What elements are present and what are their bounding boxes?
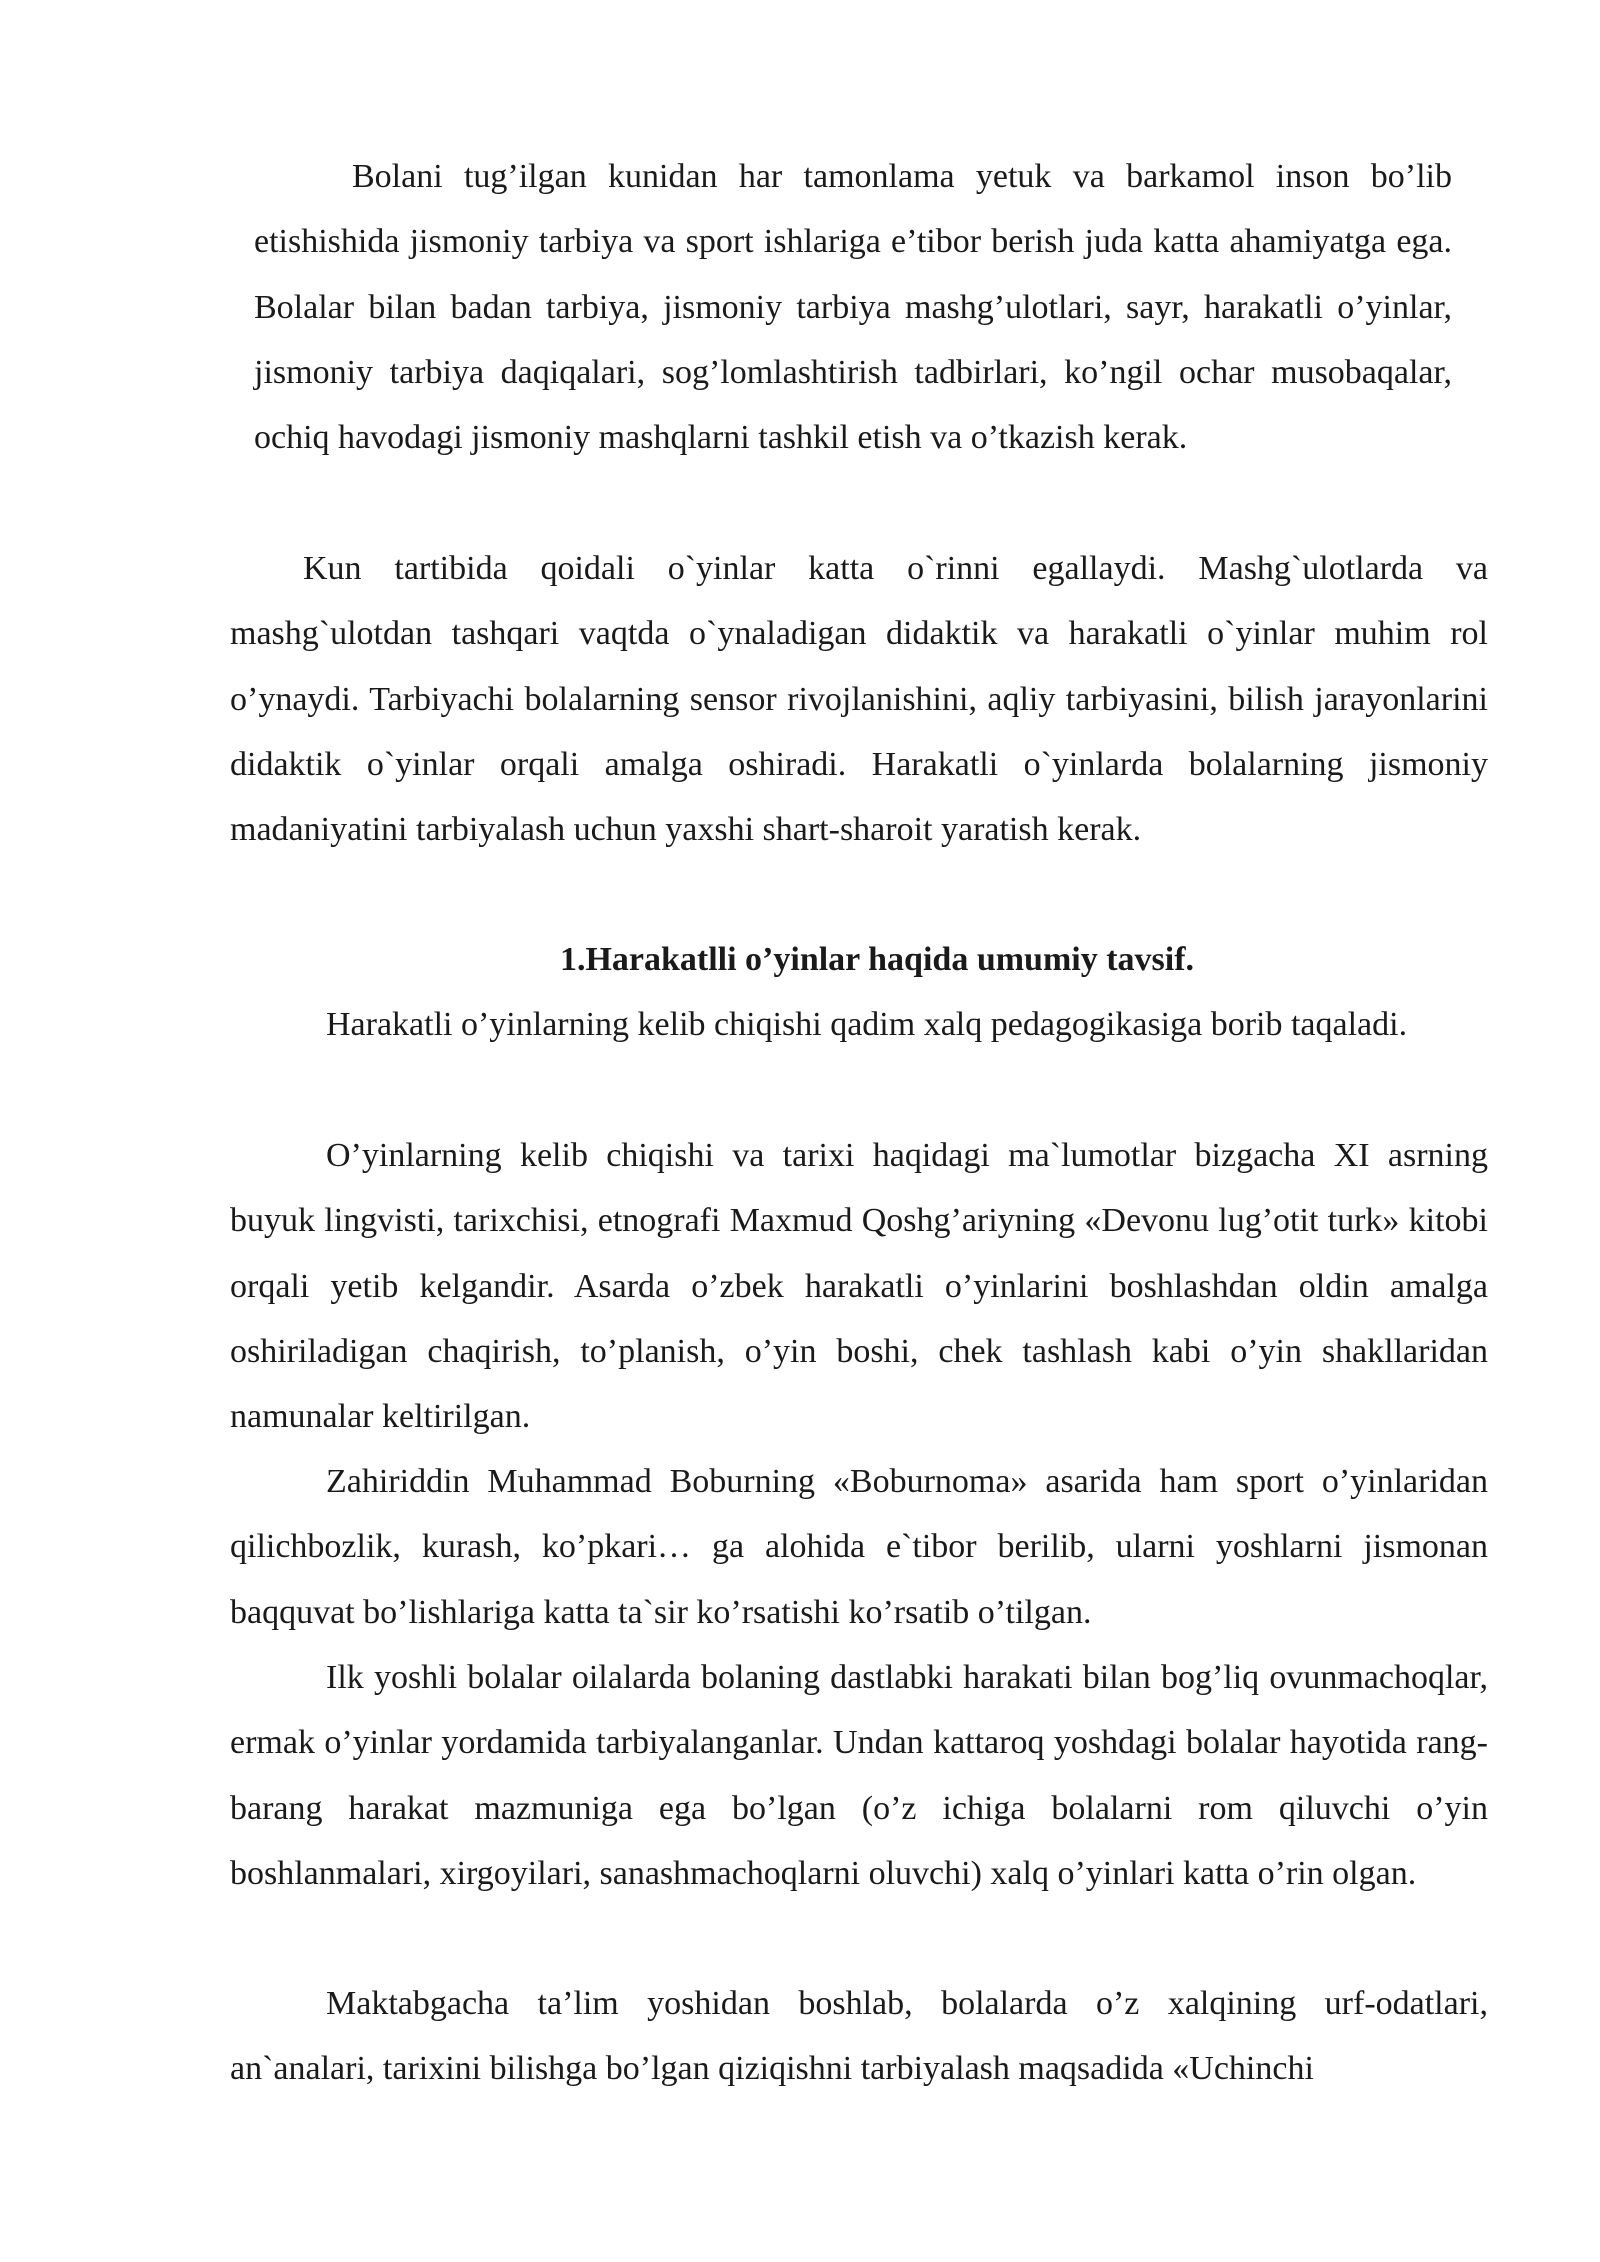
daily-routine-paragraph: Kun tartibida qoidali o`yinlar katta o`rinni egallaydi. Mashg`ulotlarda va mashg`ulotdan tashqari vaqtda o`ynaladigan didaktik va harakatli o`yinlar muhim rol o’ynaydi. Tarbiyachi bolalarning sensor rivojlanishini, aqliy tarbiyasini, bilish jarayonlarini didaktik o`yinlar orqali amalga oshiradi. Harakatli o`yinlarda bolalarning jismoniy madaniyatini tarbiyalash uchun yaxshi shart-sharoit yaratish kerak. xyxy=(230,550,1488,849)
body-paragraph-origin: Harakatli o’yinlarning kelib chiqishi qadim xalq pedagogikasiga borib taqaladi. xyxy=(326,1006,1408,1043)
section-heading: 1.Harakatlli o’yinlar haqida umumiy tavsif. xyxy=(559,941,1195,978)
intro-paragraph: Bolani tug’ilgan kunidan har tamonlama yetuk va barkamol inson bo’lib etishishida jismoniy tarbiya va sport ishlariga e’tibor berish juda katta ahamiyatga ega. Bolalar bilan badan tarbiya, jismoniy tarbiya mashg’ulotlari, sayr, harakatli o’yinlar, jismoniy tarbiya daqiqalari, sog’lomlashtirish tadbirlari, ko’ngil ochar musobaqalar, ochiq havodagi jismoniy mashqlarni tashkil etish va o’tkazish kerak. xyxy=(254,158,1452,457)
body-paragraph-history: O’yinlarning kelib chiqishi va tarixi haqidagi ma`lumotlar bizgacha XI asrning buyuk lingvisti, tarixchisi, etnografi Maxmud Qoshg’ariyning «Devonu lug’otit turk» kitobi orqali yetib kelgandir. Asarda o’zbek harakatli o’yinlarini boshlashdan oldin amalga oshiriladigan chaqirish, to’planish, o’yin boshi, chek tashlash kabi o’yin shakllaridan namunalar keltirilgan. xyxy=(230,1137,1488,1436)
body-paragraph-preschool: Maktabgacha ta’lim yoshidan boshlab, bolalarda o’z xalqining urf-odatlari, an`analari, tarixini bilishga bo’lgan qiziqishni tarbiyalash maqsadida «Uchinchi xyxy=(230,1985,1488,2088)
body-paragraph-young-children: Ilk yoshli bolalar oilalarda bolaning dastlabki harakati bilan bog’liq ovunmachoqlar, ermak o’yinlar yordamida tarbiyalanganlar. Undan kattaroq yoshdagi bolalar hayotida rang-barang harakat mazmuniga ega bo’lgan (o’z ichiga bolalarni rom qiluvchi o’yin boshlanmalari, xirgoyilari, sanashmachoqlarni oluvchi) xalq o’yinlari katta o’rin olgan. xyxy=(230,1659,1488,1892)
body-paragraph-boburnoma: Zahiriddin Muhammad Boburning «Boburnoma» asarida ham sport o’yinlaridan qilichbozlik, kurash, ko’pkari… ga alohida e`tibor berilib, ularni yoshlarni jismonan baqquvat bo’lishlariga katta ta`sir ko’rsatishi ko’rsatib o’tilgan. xyxy=(230,1463,1488,1631)
